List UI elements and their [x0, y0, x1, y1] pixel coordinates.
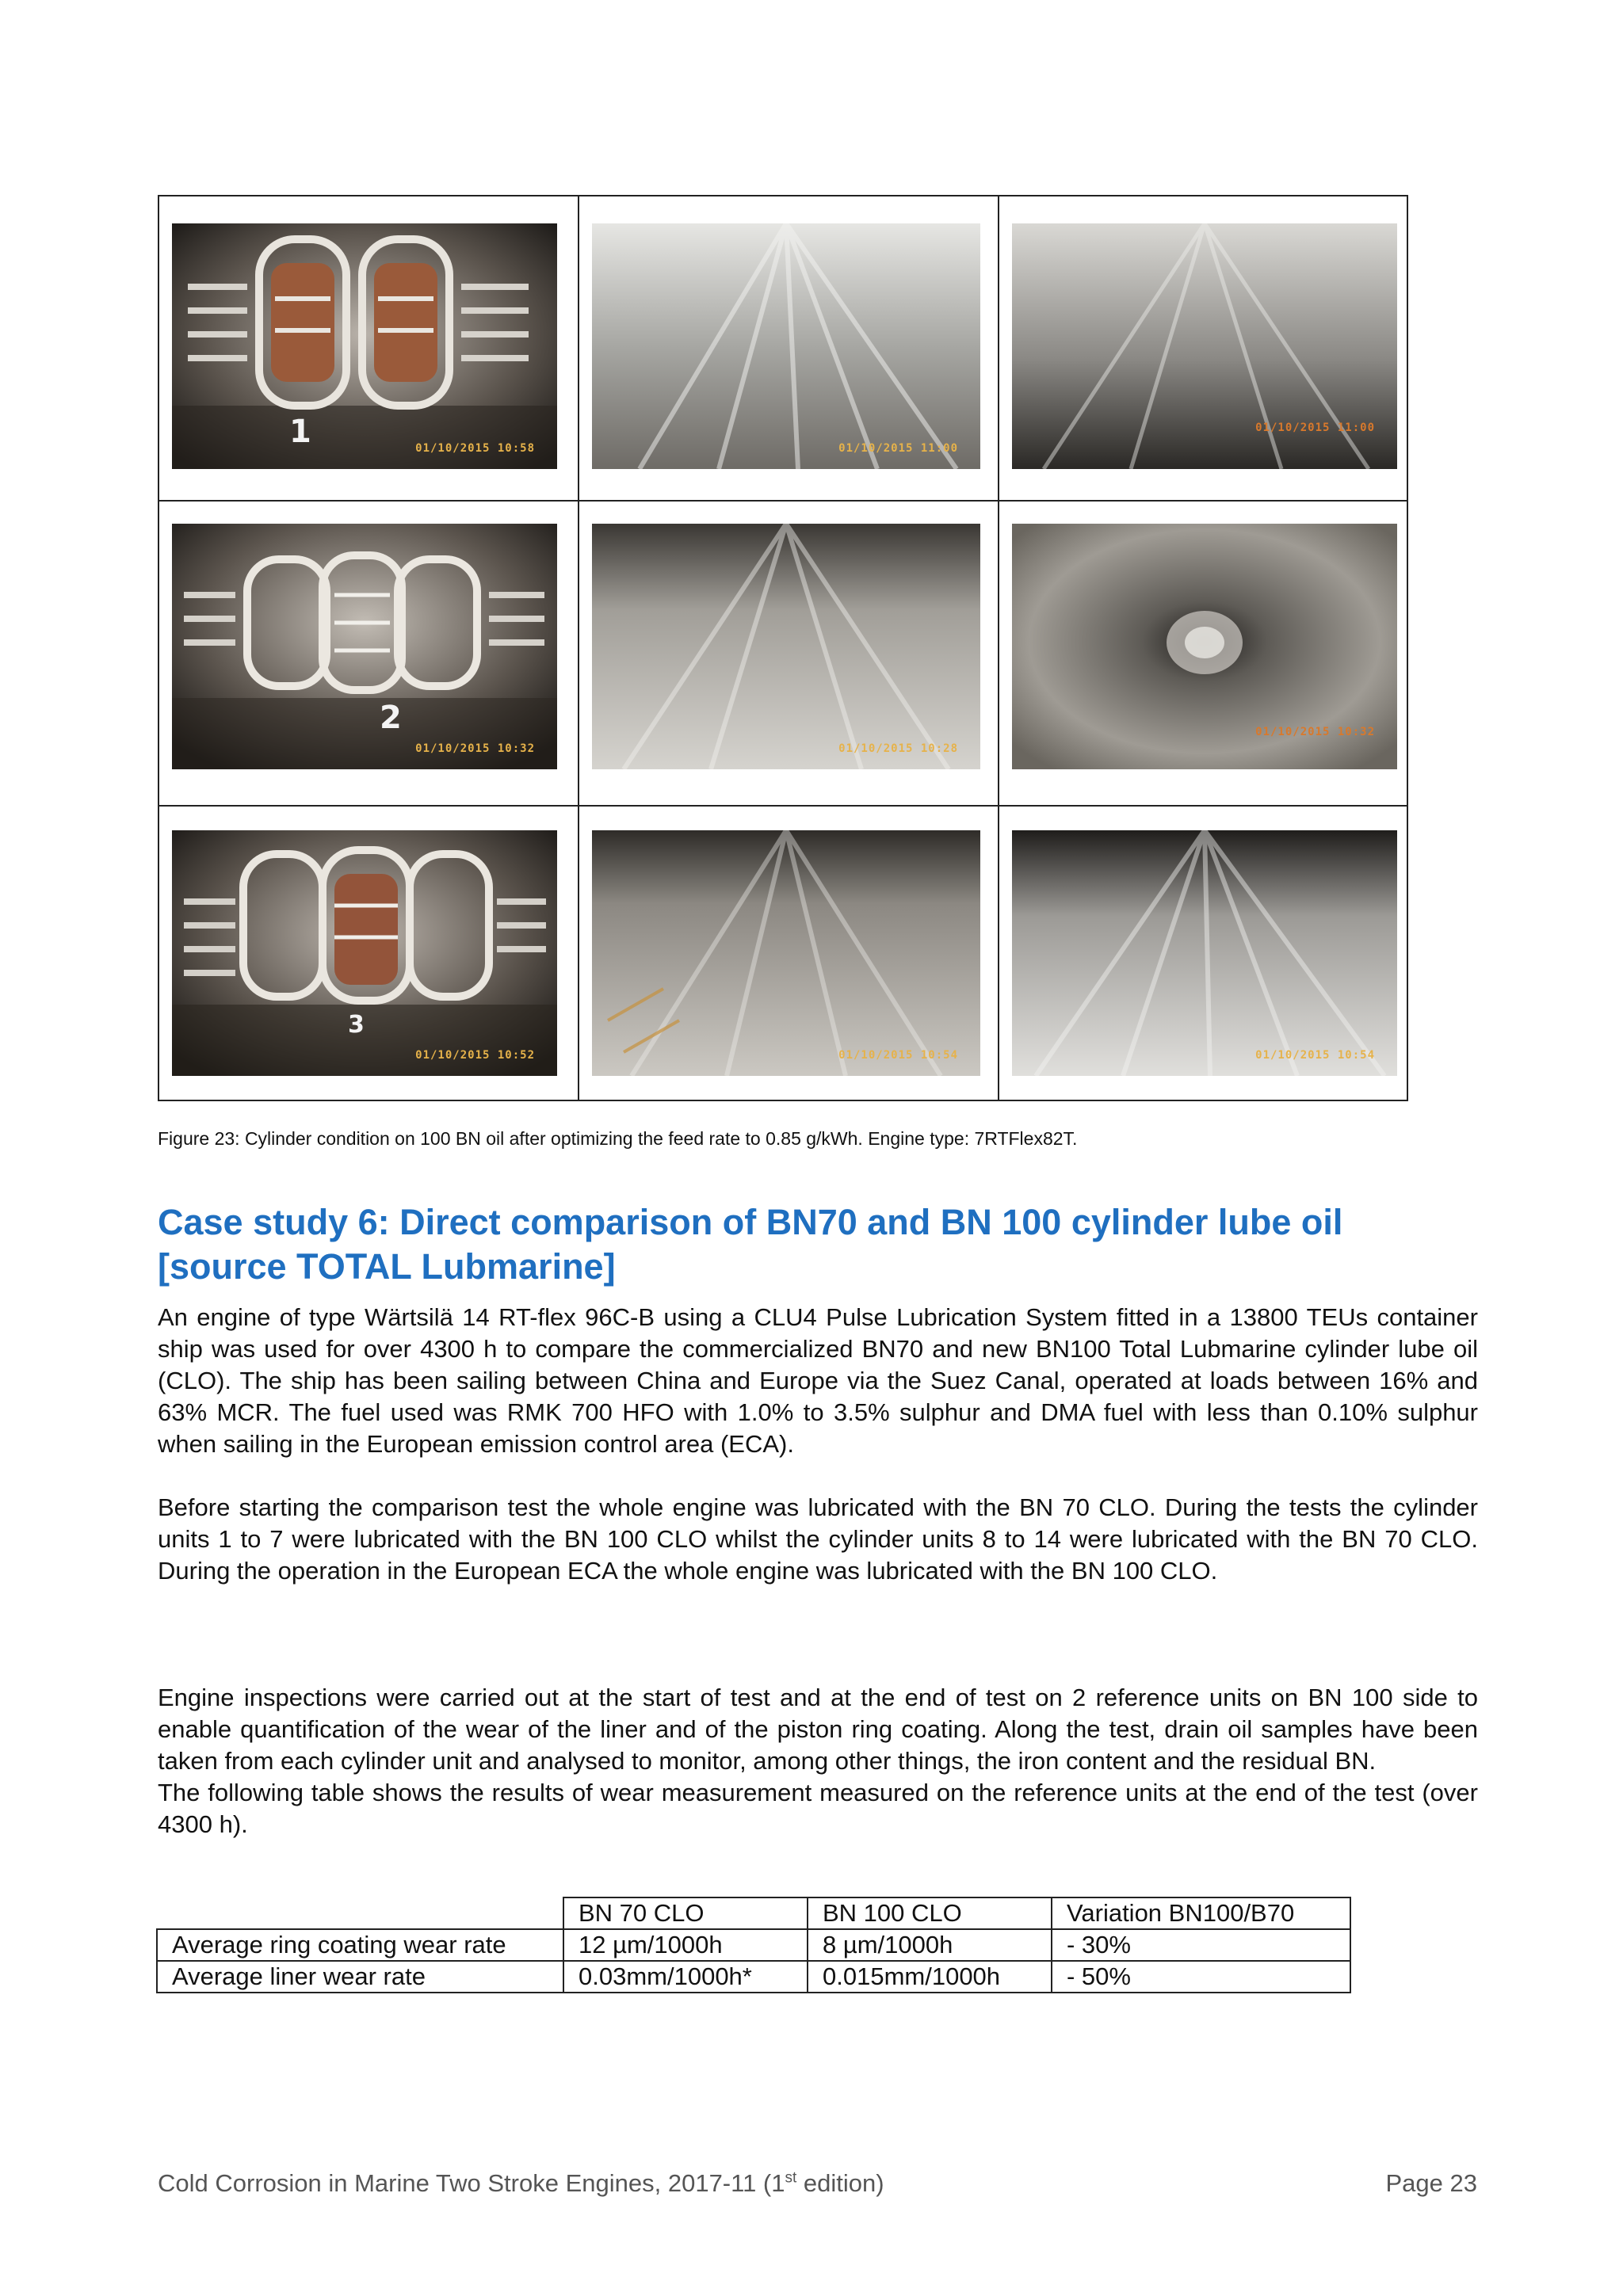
- row-label-cell: Average liner wear rate: [157, 1961, 563, 1993]
- figure-photo-grid: [158, 195, 1408, 1101]
- table-cell: 0.015mm/1000h: [808, 1961, 1052, 1993]
- photo-timestamp: 01/10/2015 10:28: [838, 742, 958, 755]
- table-row: [157, 1929, 1350, 1961]
- table-header-row: [157, 1897, 1350, 1929]
- unit-number-label: 1: [289, 414, 311, 450]
- table-corner-cell: [157, 1897, 563, 1929]
- page-number: Page 23: [1385, 2169, 1477, 2197]
- table-cell: - 30%: [1052, 1929, 1350, 1961]
- paragraph: [158, 1682, 1478, 1840]
- column-header: BN 100 CLO: [808, 1897, 1052, 1929]
- cylinder-liner-photo: [592, 830, 980, 1076]
- photo-cell: [579, 196, 999, 502]
- column-header: Variation BN100/B70: [1052, 1897, 1350, 1929]
- photo-timestamp: 01/10/2015 10:32: [1255, 726, 1375, 738]
- photo-cell: [159, 196, 579, 502]
- cylinder-liner-photo: [1012, 830, 1397, 1076]
- cylinder-liner-photo: [592, 223, 980, 469]
- paragraph-text: The following table shows the results of wear measurement measured on the reference units at the end of the test (over 4300 h).: [158, 1779, 1478, 1838]
- section-heading: Case study 6: Direct comparison of BN70 and BN 100 cylinder lube oil [source TOTAL Lubmarine]: [158, 1202, 1343, 1287]
- footer-title-end: edition): [796, 2169, 884, 2197]
- cylinder-bore-photo: [1012, 524, 1397, 769]
- table-row: [157, 1961, 1350, 1993]
- photo-cell: [579, 807, 999, 1100]
- paragraph-text: Engine inspections were carried out at the start of test and at the end of test on 2 reference units on BN 100 side to enable quantification of the wear of the liner and of the piston ring coating. Along the test, drain oil samples have been taken from each cylinder unit and analysed to monitor, among other things, the iron content and the residual BN.: [158, 1684, 1478, 1775]
- paragraph: [158, 1302, 1478, 1460]
- photo-cell: [159, 807, 579, 1100]
- photo-cell: [999, 807, 1407, 1100]
- table-cell: 0.03mm/1000h*: [563, 1961, 808, 1993]
- table-cell: 12 µm/1000h: [563, 1929, 808, 1961]
- piston-ring-photo: [172, 524, 557, 769]
- paragraph-text: An engine of type Wärtsilä 14 RT-flex 96C-B using a CLU4 Pulse Lubrication System fitted in a 13800 TEUs container ship was used for over 4300 h to compare the commercialized BN70 and new BN100 Total Lubmarine cylinder lube oil (CLO). The ship has been sailing between China and Europe via the Suez Canal, operated at loads between 16% and 63% MCR. The fuel used was RMK 700 HFO with 1.0% to 3.5% sulphur and DMA fuel with less than 0.10% sulphur when sailing in the European emission control area (ECA).: [158, 1303, 1478, 1458]
- paragraph-text: Before starting the comparison test the whole engine was lubricated with the BN 70 CLO. During the tests the cylinder units 1 to 7 were lubricated with the BN 100 CLO whilst the cylinder units 8 to 14 were lubricated with the BN 70 CLO. During the operation in the European ECA the whole engine was lubricated with the BN 100 CLO.: [158, 1493, 1478, 1585]
- figure-caption: Figure 23: Cylinder condition on 100 BN oil after optimizing the feed rate to 0.85 g/kWh. Engine type: 7RTFlex82T.: [158, 1128, 1078, 1149]
- paragraph: [158, 1492, 1478, 1587]
- footer-superscript: st: [785, 2169, 797, 2187]
- piston-ring-photo: [172, 830, 557, 1076]
- photo-timestamp: 01/10/2015 11:00: [838, 442, 958, 455]
- photo-timestamp: 01/10/2015 10:32: [415, 742, 535, 755]
- table-cell: - 50%: [1052, 1961, 1350, 1993]
- photo-timestamp: 01/10/2015 10:54: [838, 1049, 958, 1062]
- photo-timestamp: 01/10/2015 10:58: [415, 442, 535, 455]
- piston-ring-photo: [172, 223, 557, 469]
- photo-cell: [999, 502, 1407, 807]
- footer-title-text: Cold Corrosion in Marine Two Stroke Engines, 2017-11 (1: [158, 2169, 785, 2197]
- cylinder-liner-photo: [592, 524, 980, 769]
- row-label-cell: Average ring coating wear rate: [157, 1929, 563, 1961]
- photo-cell: [579, 502, 999, 807]
- column-header: BN 70 CLO: [563, 1897, 808, 1929]
- wear-results-table: [156, 1897, 1351, 1993]
- unit-number-label: 2: [380, 700, 402, 736]
- table-cell: 8 µm/1000h: [808, 1929, 1052, 1961]
- photo-timestamp: 01/10/2015 10:52: [415, 1049, 535, 1062]
- photo-cell: [999, 196, 1407, 502]
- unit-number-label: 3: [348, 1011, 365, 1039]
- photo-timestamp: 01/10/2015 10:54: [1255, 1049, 1375, 1062]
- footer-document-title: [158, 2169, 884, 2198]
- cylinder-liner-photo: [1012, 223, 1397, 469]
- photo-cell: [159, 502, 579, 807]
- photo-timestamp: 01/10/2015 11:00: [1255, 421, 1375, 434]
